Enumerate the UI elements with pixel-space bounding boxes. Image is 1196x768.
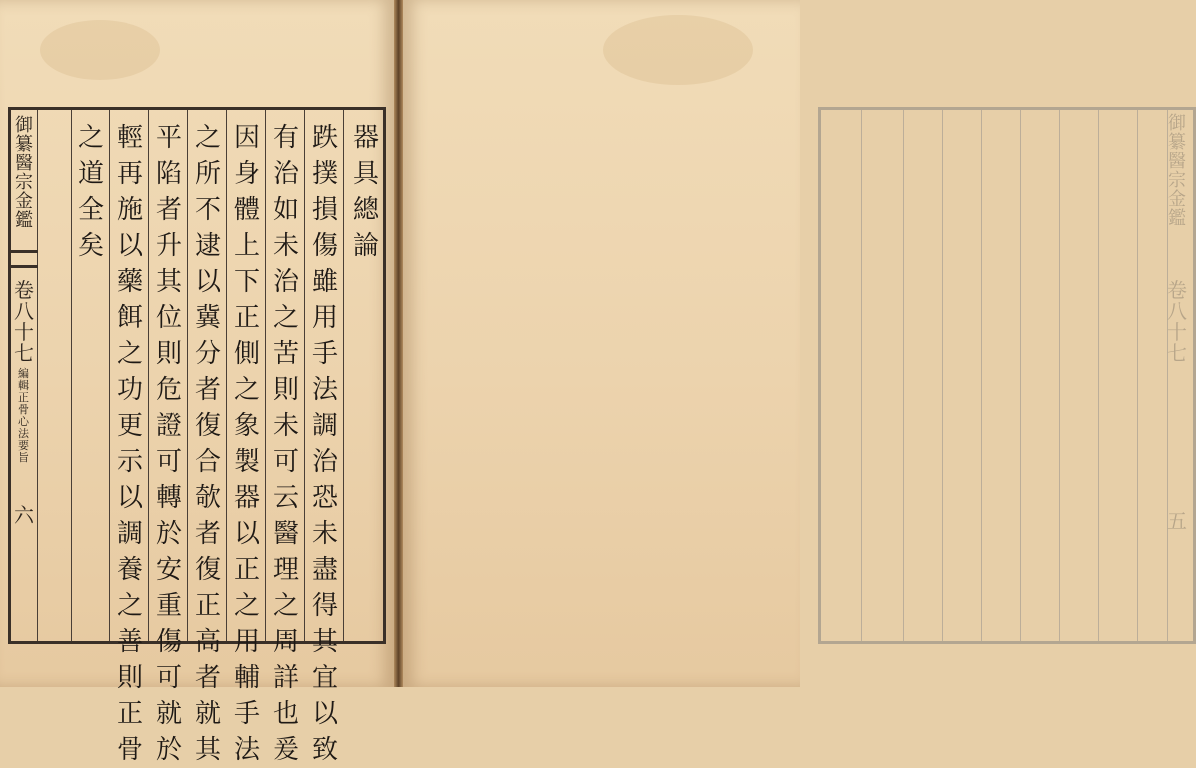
ghost-page-number: 五 bbox=[1167, 509, 1187, 533]
page-number: 六 bbox=[14, 503, 34, 527]
text-column: 之所不逮以冀分者復合欹者復正高者就其 bbox=[194, 123, 221, 765]
volume-number: 卷八十七 bbox=[14, 278, 34, 365]
text-column: 輕再施以藥餌之功更示以調養之善則正骨 bbox=[116, 123, 143, 765]
text-column: 之道全矣 bbox=[77, 123, 104, 261]
fish-tail-mark bbox=[8, 250, 38, 268]
chapter-subtitle: 編輯正骨心法要旨 bbox=[18, 367, 29, 464]
ghost-frame bbox=[818, 107, 1196, 644]
ghost-volume-number: 卷八十七 bbox=[1167, 278, 1187, 365]
right-page bbox=[403, 0, 1187, 687]
book-title: 御纂醫宗金鑑 bbox=[15, 115, 33, 231]
text-column: 有治如未治之苦則未可云醫理之周詳也爰 bbox=[272, 123, 299, 765]
section-heading: 器具總論 bbox=[352, 123, 379, 261]
text-frame bbox=[8, 107, 386, 765]
left-page bbox=[0, 0, 394, 765]
book-gutter bbox=[394, 0, 403, 687]
ghost-book-title: 御纂醫宗金鑑 bbox=[1168, 113, 1186, 229]
text-column: 因身體上下正側之象製器以正之用輔手法 bbox=[233, 123, 260, 765]
text-column: 平陷者升其位則危證可轉於安重傷可就於 bbox=[155, 123, 182, 765]
text-column: 跌撲損傷雖用手法調治恐未盡得其宜以致 bbox=[311, 123, 338, 765]
